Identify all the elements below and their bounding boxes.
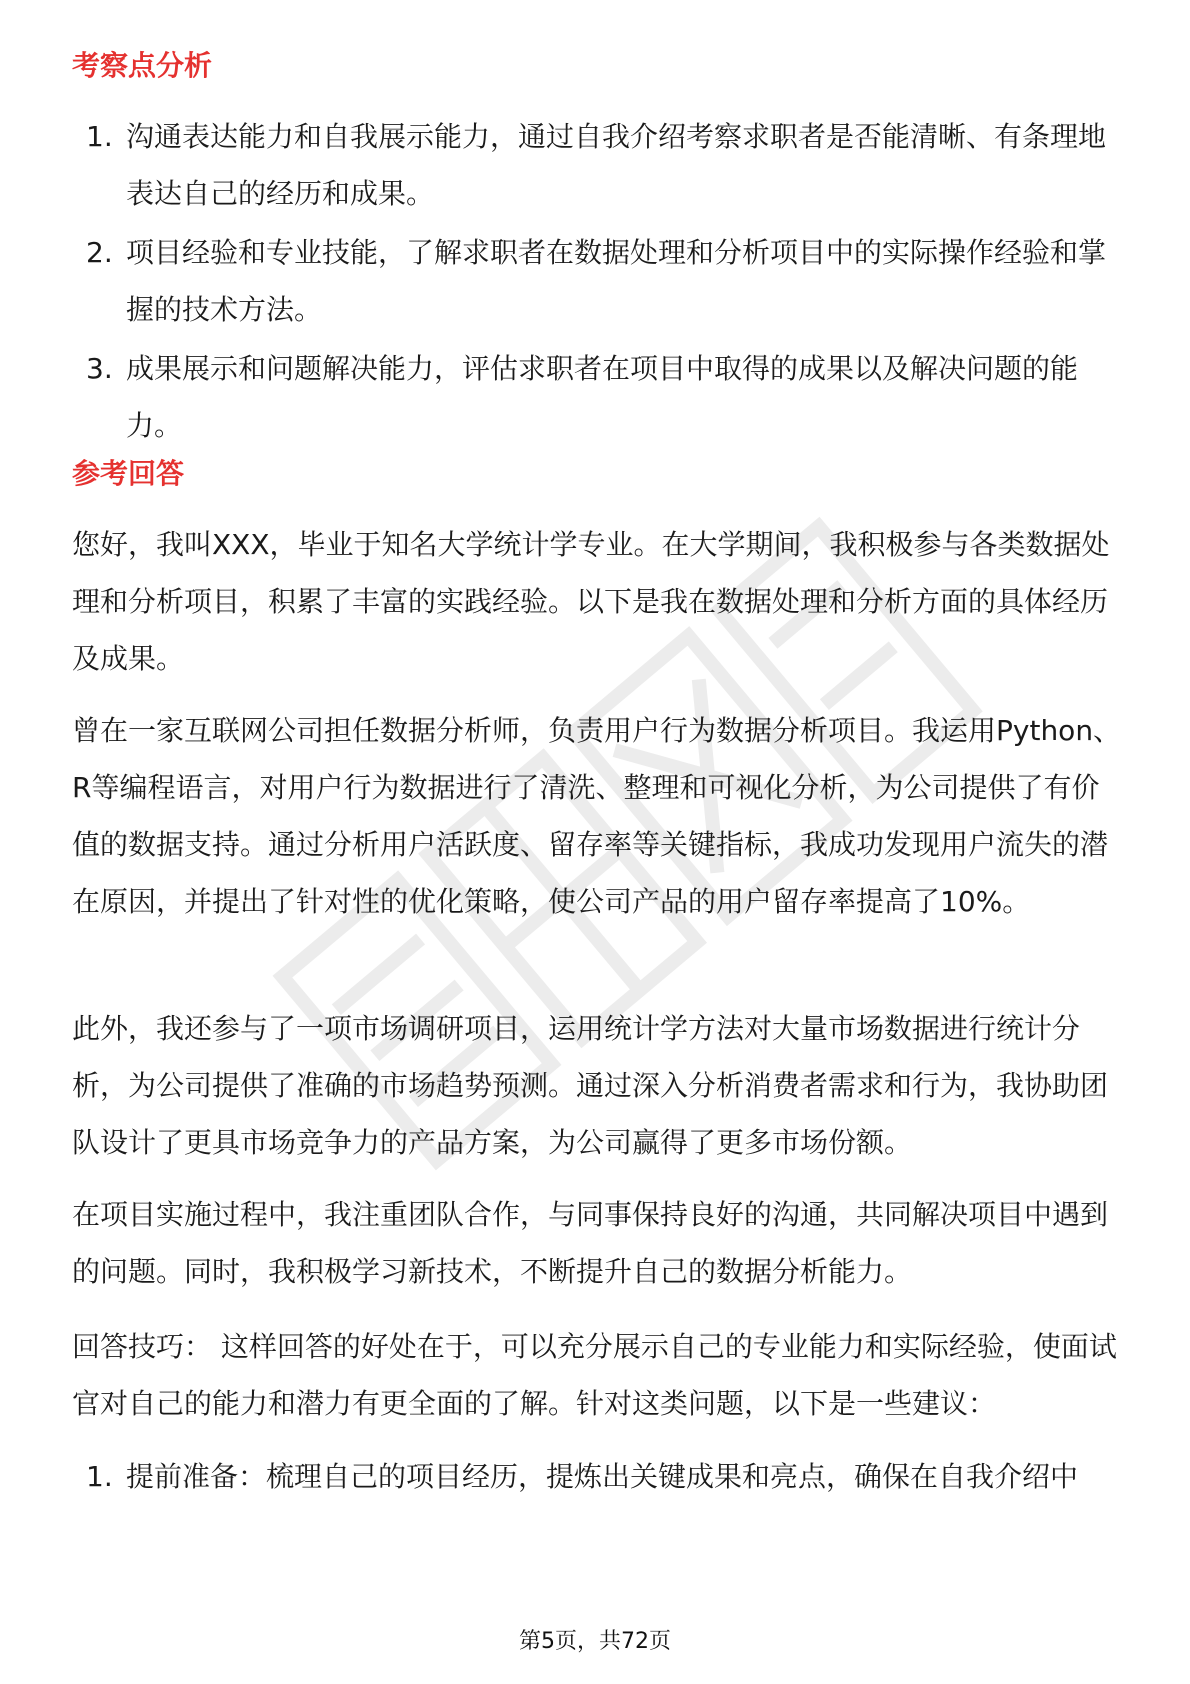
section-title-analysis: 考察点分析 bbox=[72, 49, 213, 82]
list-number: 1. bbox=[86, 1460, 113, 1493]
list-item bbox=[72, 224, 1122, 338]
list-item-text: 项目经验和专业技能，了解求职者在数据处理和分析项目中的实际操作经验和掌握的技术方法。 bbox=[126, 236, 1107, 326]
list-item bbox=[72, 1448, 1122, 1505]
list-number: 1. bbox=[86, 120, 113, 153]
list-item-text: 提前准备：梳理自己的项目经历，提炼出关键成果和亮点，确保在自我介绍中 bbox=[126, 1460, 1079, 1493]
list-number: 2. bbox=[86, 236, 113, 269]
answer-paragraph: 您好，我叫XXX，毕业于知名大学统计学专业。在大学期间，我积极参与各类数据处理和分析项目，积累了丰富的实践经验。以下是我在数据处理和分析方面的具体经历及成果。 bbox=[72, 528, 1110, 675]
list-item bbox=[72, 340, 1122, 454]
answer-tips-paragraph: 回答技巧： 这样回答的好处在于，可以充分展示自己的专业能力和实际经验，使面试官对自己的能力和潜力有更全面的了解。针对这类问题，以下是一些建议： bbox=[72, 1330, 1117, 1420]
list-item-text: 沟通表达能力和自我展示能力，通过自我介绍考察求职者是否能清晰、有条理地表达自己的经历和成果。 bbox=[126, 120, 1107, 210]
answer-paragraph: 此外，我还参与了一项市场调研项目，运用统计学方法对大量市场数据进行统计分析，为公司提供了准确的市场趋势预测。通过深入分析消费者需求和行为，我协助团队设计了更具市场竞争力的产品方案，为公司赢得了更多市场份额。 bbox=[72, 1012, 1109, 1159]
answer-paragraph: 曾在一家互联网公司担任数据分析师，负责用户行为数据分析项目。我运用Python、R等编程语言，对用户行为数据进行了清洗、整理和可视化分析，为公司提供了有价值的数据支持。通过分析用户活跃度、留存率等关键指标，我成功发现用户流失的潜在原因，并提出了针对性的优化策略，使公司产品的用户留存率提高了10%。 bbox=[72, 714, 1122, 918]
list-number: 3. bbox=[86, 352, 113, 385]
list-item bbox=[72, 108, 1122, 222]
tips-list bbox=[72, 1448, 1122, 1507]
list-item-text: 成果展示和问题解决能力，评估求职者在项目中取得的成果以及解决问题的能力。 bbox=[126, 352, 1079, 442]
analysis-list bbox=[72, 108, 1122, 456]
section-title-answer: 参考回答 bbox=[72, 457, 185, 490]
answer-paragraph: 在项目实施过程中，我注重团队合作，与同事保持良好的沟通，共同解决项目中遇到的问题。同时，我积极学习新技术，不断提升自己的数据分析能力。 bbox=[72, 1198, 1109, 1288]
page-footer: 第5页，共72页 bbox=[519, 1629, 671, 1654]
